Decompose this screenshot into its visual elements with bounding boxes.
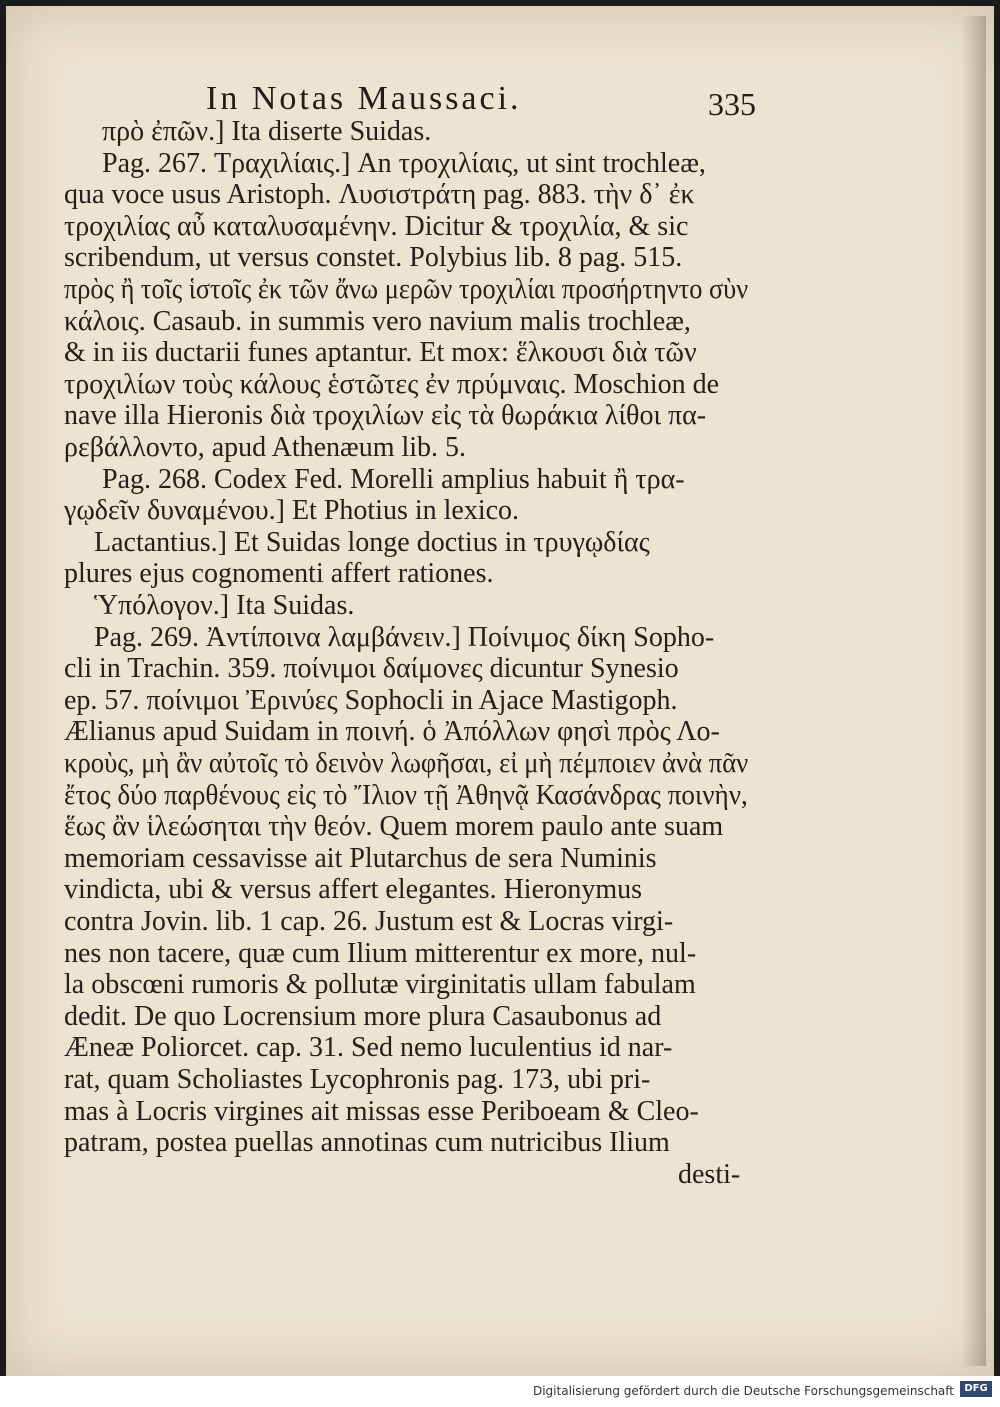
footer-credit: Digitalisierung gefördert durch die Deutsche Forschungsgemeinschaft [532, 1384, 954, 1398]
body-text [6, 116, 994, 1266]
page-number: 335 [708, 86, 756, 122]
text-line: dedit. De quo Locrensium more plura Casaubonus ad [64, 1000, 662, 1032]
text-line: qua voce usus Aristoph. Λυσιστράτη pag. 883. τὴν δ᾽ ἐκ [64, 179, 695, 211]
text-line: ep. 57. ποίνιμοι Ἐρινύες Sophocli in Ajace Mastigoph. [64, 684, 678, 716]
text-line: & in iis ductarii funes aptantur. Et mox: ἕλκουσι διὰ τῶν [64, 337, 697, 369]
text-line: πρὸς ἢ τοῖς ἱστοῖς ἐκ τῶν ἄνω μερῶν τροχιλίαι προσήρτηντο σὺν [64, 274, 749, 305]
text-line: ἔτος δύο παρθένους εἰς τὸ Ἴλιον τῇ Ἀθηνᾷ Κασάνδρας ποινὴν, [64, 779, 748, 811]
text-line: patram, postea puellas annotinas cum nutricibus Ilium [64, 1127, 670, 1159]
text-line: plures ejus cognomenti affert rationes. [64, 558, 494, 590]
footer-bar [0, 1376, 1000, 1407]
text-line: contra Jovin. lib. 1 cap. 26. Justum est & Locras virgi- [64, 906, 674, 937]
text-line: mas à Locris virgines ait missas esse Periboeam & Cleo- [64, 1095, 699, 1127]
text-line: la obscœni rumoris & pollutæ virginitatis ullam fabulam [64, 969, 696, 1001]
text-line: rat, quam Scholiastes Lycophronis pag. 173, ubi pri- [64, 1064, 651, 1095]
text-line: κάλοις. Casaub. in summis vero navium malis trochleæ, [64, 305, 691, 337]
text-line: scribendum, ut versus constet. Polybius lib. 8 pag. 515. [64, 242, 683, 274]
text-line: Ὑπόλογον.] Ita Suidas. [94, 590, 355, 621]
text-line: πρὸ ἐπῶν.] Ita diserte Suidas. [102, 116, 432, 147]
running-title: In Notas Maussaci. [206, 80, 522, 117]
catchword: desti- [678, 1158, 741, 1190]
text-line: Lactantius.] Et Suidas longe doctius in τρυγῳδίας [94, 526, 650, 558]
text-line: Pag. 269. Ἀντίποινα λαμβάνειν.] Ποίνιμος δίκη Sopho- [94, 621, 715, 653]
text-line: γῳδεῖν δυναμένου.] Et Photius in lexico. [64, 495, 520, 527]
book-page [6, 6, 994, 1376]
text-line: Pag. 267. Τραχιλίαις.] An τροχιλίαις, ut sint trochleæ, [102, 147, 706, 179]
text-line: nave illa Hieronis διὰ τροχιλίων εἰς τὰ θωράκια λίθοι πα- [64, 400, 707, 432]
text-line: τροχιλίας αὖ καταλυσαμένην. Dicitur & τροχιλία, & sic [64, 210, 689, 242]
text-line: τροχιλίων τοὺς κάλους ἑστῶτες ἐν πρύμναις. Moschion de [64, 368, 720, 400]
text-line: Ælianus apud Suidam in ποινή. ὁ Ἀπόλλων φησὶ πρὸς Λο- [64, 716, 720, 748]
dfg-logo-icon: DFG [960, 1381, 992, 1397]
text-line: Pag. 268. Codex Fed. Morelli amplius habuit ἢ τρα- [102, 463, 685, 495]
text-line: κροὺς, μὴ ἂν αὐτοῖς τὸ δεινὸν λωφῆσαι, εἰ μὴ πέμποιεν ἀνὰ πᾶν [64, 748, 749, 779]
text-line: ἕως ἂν ἱλεώσηται τὴν θεόν. Quem morem paulo ante suam [64, 811, 724, 843]
text-line: nes non tacere, quæ cum Ilium mitterentur ex more, nul- [64, 937, 697, 969]
text-line: memoriam cessavisse ait Plutarchus de sera Numinis [64, 842, 657, 874]
text-line: ρεβάλλοντο, apud Athenæum lib. 5. [64, 432, 467, 463]
text-line: cli in Trachin. 359. ποίνιμοι δαίμονες dicuntur Synesio [64, 653, 679, 685]
text-line: vindicta, ubi & versus affert elegantes. Hieronymus [64, 874, 642, 906]
text-line: Æneæ Poliorcet. cap. 31. Sed nemo luculentius id nar- [64, 1032, 673, 1064]
